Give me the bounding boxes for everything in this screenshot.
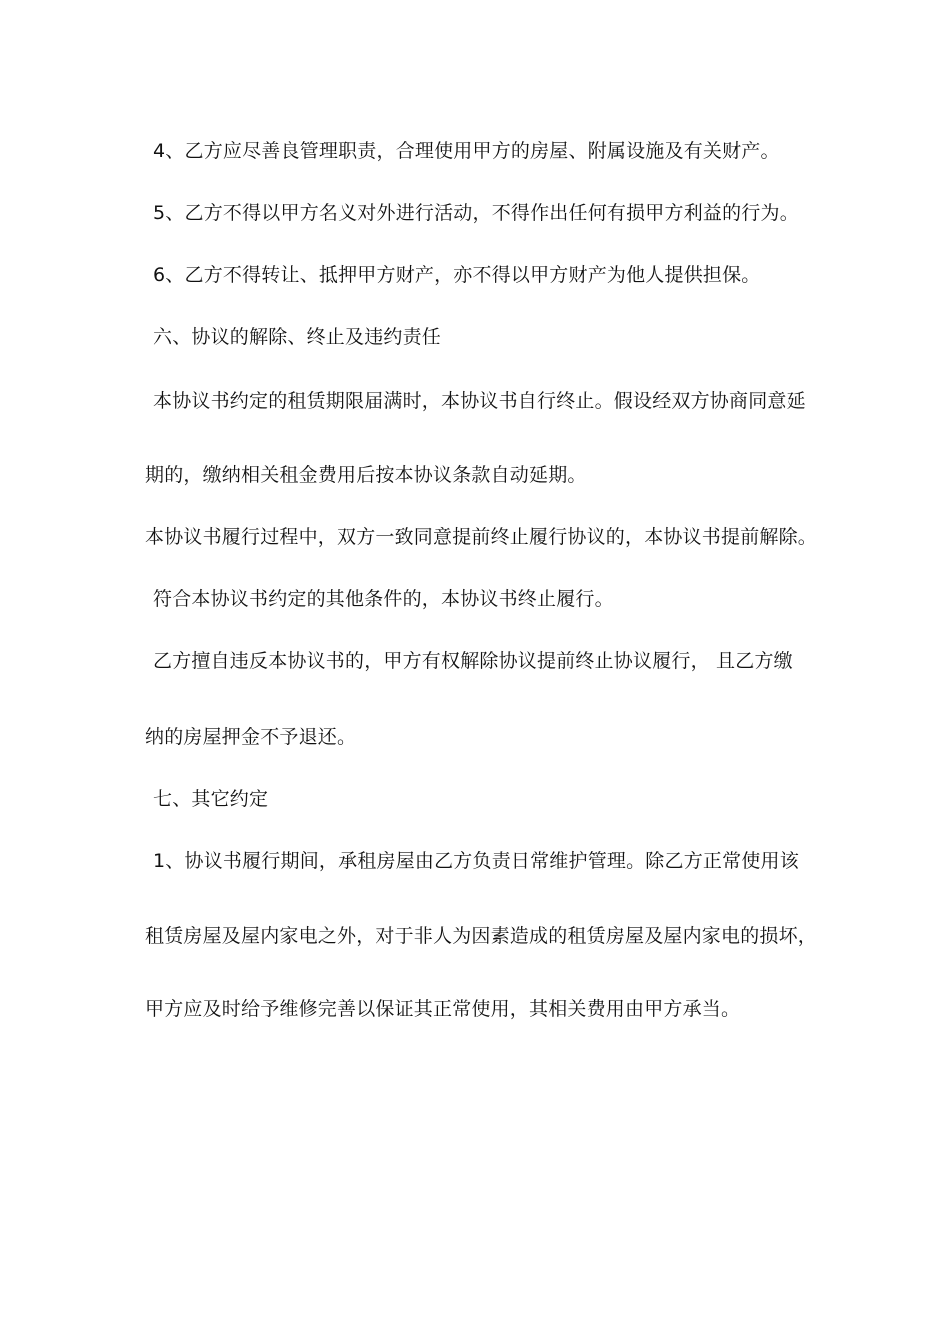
paragraph-early-termination: 本协议书履行过程中，双方一致同意提前终止履行协议的，本协议书提前解除。 bbox=[145, 526, 818, 548]
paragraph-other-conditions: 符合本协议书约定的其他条件的，本协议书终止履行。 bbox=[153, 588, 614, 610]
clause-7-1-line-3: 甲方应及时给予维修完善以保证其正常使用，其相关费用由甲方承当。 bbox=[145, 998, 741, 1020]
clause-6: 6、乙方不得转让、抵押甲方财产，亦不得以甲方财产为他人提供担保。 bbox=[153, 264, 761, 286]
clause-5: 5、乙方不得以甲方名义对外进行活动，不得作出任何有损甲方利益的行为。 bbox=[153, 202, 799, 224]
paragraph-breach-line-1: 乙方擅自违反本协议书的，甲方有权解除协议提前终止协议履行， 且乙方缴 bbox=[153, 650, 793, 672]
section-6-heading: 六、协议的解除、终止及违约责任 bbox=[153, 326, 442, 348]
paragraph-breach-line-2: 纳的房屋押金不予退还。 bbox=[145, 726, 357, 748]
clause-7-1-line-2: 租赁房屋及屋内家电之外，对于非人为因素造成的租赁房屋及屋内家电的损坏， bbox=[145, 925, 818, 947]
paragraph-expiry-line-1: 本协议书约定的租赁期限届满时，本协议书自行终止。假设经双方协商同意延 bbox=[153, 390, 806, 412]
clause-4: 4、乙方应尽善良管理职责，合理使用甲方的房屋、附属设施及有关财产。 bbox=[153, 140, 780, 162]
section-7-heading: 七、其它约定 bbox=[153, 788, 269, 810]
paragraph-expiry-line-2: 期的，缴纳相关租金费用后按本协议条款自动延期。 bbox=[145, 464, 587, 486]
clause-7-1-line-1: 1、协议书履行期间，承租房屋由乙方负责日常维护管理。除乙方正常使用该 bbox=[153, 850, 799, 872]
